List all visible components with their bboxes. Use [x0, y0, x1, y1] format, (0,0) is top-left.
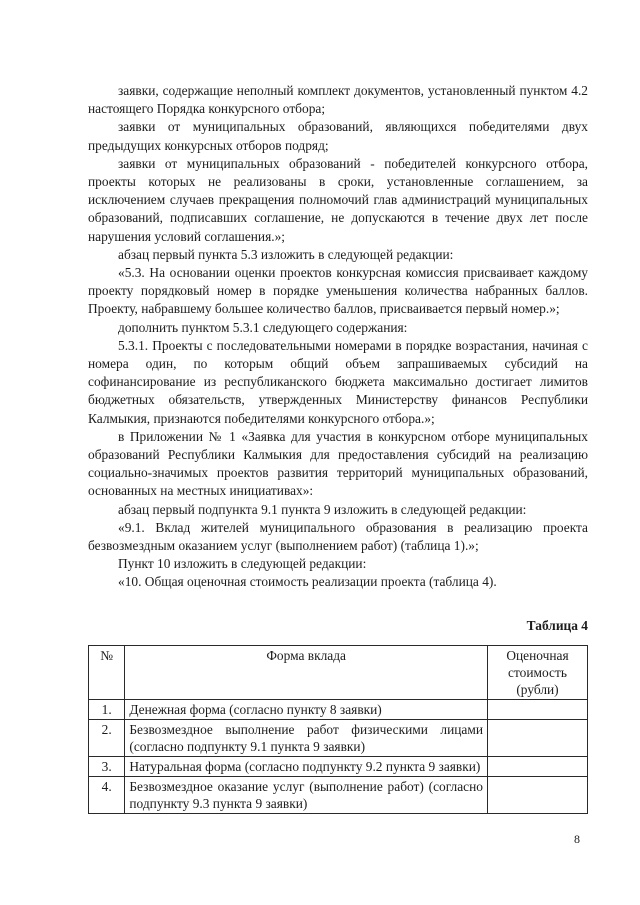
paragraph: абзац первый пункта 5.3 изложить в следующей редакции: — [118, 246, 454, 262]
row-cost — [487, 720, 587, 757]
paragraph: абзац первый подпункта 9.1 пункта 9 изложить в следующей редакции: — [118, 501, 527, 517]
row-form: Денежная форма (согласно пункту 8 заявки) — [125, 700, 488, 720]
row-number: 2. — [89, 720, 125, 757]
row-cost — [487, 777, 587, 814]
row-cost — [487, 700, 587, 720]
paragraph: Пункт 10 изложить в следующей редакции: — [118, 556, 367, 572]
paragraph: дополнить пунктом 5.3.1 следующего содержания: — [118, 319, 408, 335]
page-number: 8 — [574, 832, 580, 846]
header-form: Форма вклада — [125, 646, 488, 700]
header-cost: Оценочная стоимость (рубли) — [487, 646, 587, 700]
row-number: 4. — [89, 777, 125, 814]
header-number: № — [89, 646, 125, 700]
row-form: Натуральная форма (согласно подпункту 9.2 пункта 9 заявки) — [125, 757, 488, 777]
paragraph: «5.3. На основании оценки проектов конкурсная комиссия присваивает каждому проекту порядковый номер в порядке уменьшения количества набранных баллов. Проекту, набравшему большее количество баллов, присваивается первый номер.»; — [88, 265, 588, 317]
row-number: 3. — [89, 757, 125, 777]
table-row — [89, 777, 588, 814]
paragraph: заявки, содержащие неполный комплект документов, установленный пунктом 4.2 настоящего Порядка конкурсного отбора; — [88, 83, 588, 117]
table-header-row — [89, 646, 588, 700]
row-form: Безвозмездное оказание услуг (выполнение работ) (согласно подпункту 9.3 пункта 9 заявки) — [125, 777, 488, 814]
paragraph: заявки от муниципальных образований, являющихся победителями двух предыдущих конкурсных отборов подряд; — [88, 119, 588, 153]
table-row — [89, 720, 588, 757]
row-form: Безвозмездное выполнение работ физическими лицами (согласно подпункту 9.1 пункта 9 заявки) — [125, 720, 488, 757]
contribution-table — [88, 645, 588, 814]
paragraph: «9.1. Вклад жителей муниципального образования в реализацию проекта безвозмездным оказанием услуг (выполнением работ) (таблица 1).»; — [88, 519, 588, 554]
row-cost — [487, 757, 587, 777]
body-text — [88, 82, 588, 592]
paragraph: 5.3.1. Проекты с последовательными номерами в порядке возрастания, начиная с номера один, по которым общий объем запрашиваемых субсидий на софинансирование из республиканского бюджета максимально достигает лимитов бюджетных обязательств, утвержденных Министерству финансов Республики Калмыкия, признаются победителями конкурсного отбора.»; — [88, 337, 588, 426]
table-row — [89, 700, 588, 720]
paragraph: «10. Общая оценочная стоимость реализации проекта (таблица 4). — [118, 574, 497, 590]
paragraph: заявки от муниципальных образований - победителей конкурсного отбора, проекты которых не реализованы в сроки, установленные соглашением, за исключением случаев прекращения полномочий глав администраций муниципальных образований, подписавших соглашение, не допускаются в течение двух лет после нарушения условий соглашения.»; — [88, 155, 588, 244]
table-row — [89, 757, 588, 777]
table-caption: Таблица 4 — [526, 618, 588, 633]
paragraph: в Приложении № 1 «Заявка для участия в конкурсном отборе муниципальных образований Республики Калмыкия для предоставления субсидий на реализацию социально-значимых проектов развития территорий муниципальных образований, основанных на местных инициативах»: — [88, 428, 588, 499]
row-number: 1. — [89, 700, 125, 720]
